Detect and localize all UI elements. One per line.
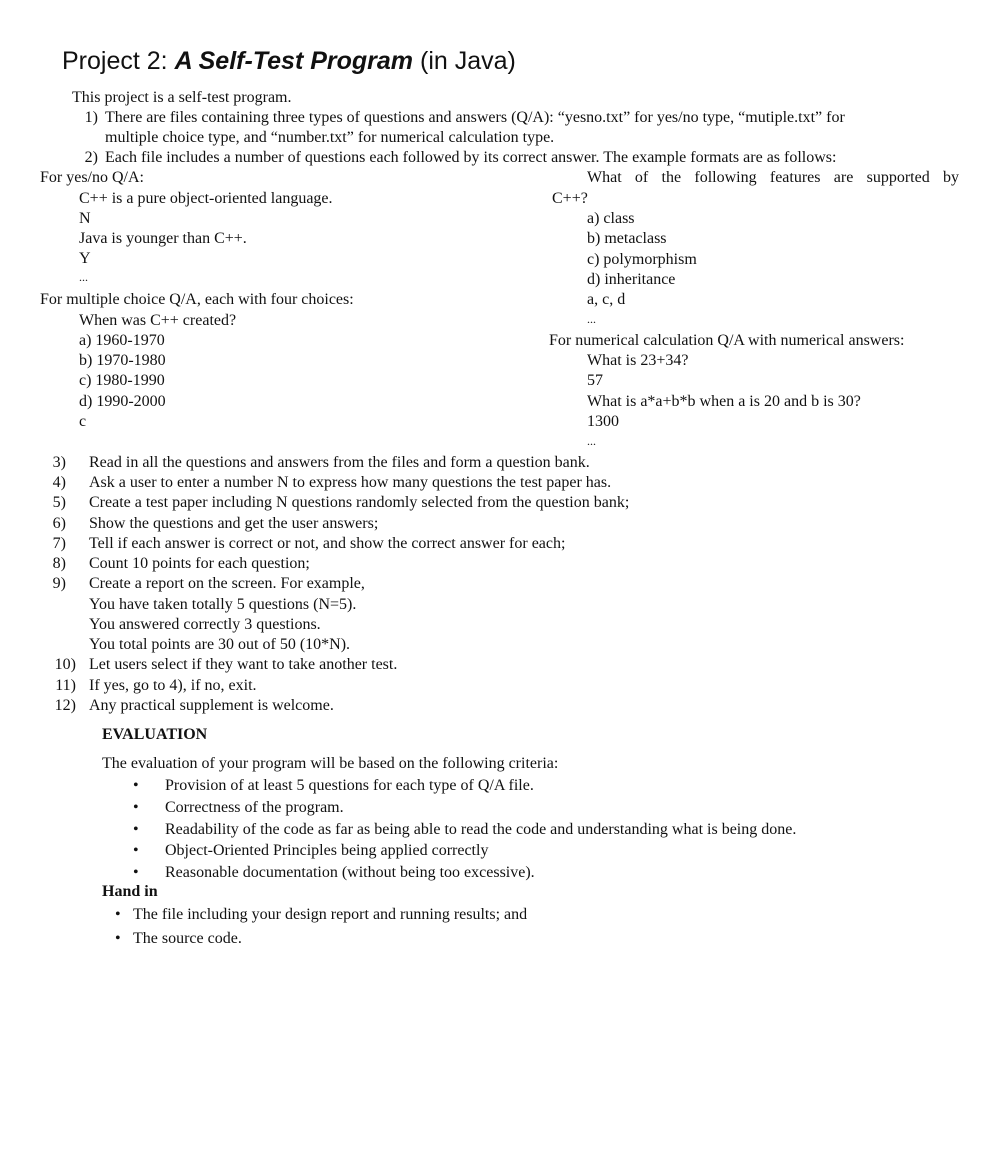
step-number: 10) — [54, 656, 76, 673]
numerical-heading: For numerical calculation Q/A with numerical answers: — [549, 332, 905, 349]
step-text: Create a report on the screen. For example, — [89, 575, 365, 592]
right-option: a) class — [587, 210, 635, 227]
report-line: You have taken totally 5 questions (N=5). — [89, 596, 357, 613]
criteria-item: Correctness of the program. — [165, 799, 344, 816]
page-title — [62, 44, 516, 78]
step-text: Let users select if they want to take another test. — [89, 656, 398, 673]
multiple-line: b) 1970-1980 — [79, 352, 166, 369]
step-number: 9) — [52, 575, 66, 592]
intro-text: This project is a self-test program. — [72, 89, 292, 106]
criteria-item: Provision of at least 5 questions for each type of Q/A file. — [165, 777, 534, 794]
step-number: 12) — [54, 697, 76, 714]
report-line: You answered correctly 3 questions. — [89, 616, 321, 633]
right-question-line2: C++? — [552, 190, 588, 207]
yesno-ellipsis: ... — [79, 270, 88, 284]
yesno-line: C++ is a pure object-oriented language. — [79, 190, 333, 207]
right-question-line1: What of the following features are supported by — [587, 169, 959, 186]
numerical-line: 57 — [587, 372, 603, 389]
numerical-ellipsis: ... — [587, 434, 596, 448]
bullet-icon: • — [115, 930, 121, 947]
multiple-line: When was C++ created? — [79, 312, 237, 329]
item2-text: Each file includes a number of questions each followed by its correct answer. The example formats are as follows: — [105, 149, 837, 166]
multiple-line: a) 1960-1970 — [79, 332, 165, 349]
step-number: 7) — [52, 535, 66, 552]
bullet-icon: • — [133, 777, 139, 794]
bullet-icon: • — [133, 864, 139, 881]
numerical-line: What is a*a+b*b when a is 20 and b is 30? — [587, 393, 861, 410]
yesno-heading: For yes/no Q/A: — [40, 169, 144, 186]
evaluation-heading: EVALUATION — [102, 726, 208, 743]
right-option: c) polymorphism — [587, 251, 697, 268]
step-text: Create a test paper including N questions randomly selected from the question bank; — [89, 494, 630, 511]
step-text: If yes, go to 4), if no, exit. — [89, 677, 257, 694]
item1-line2: multiple choice type, and “number.txt” for numerical calculation type. — [105, 129, 555, 146]
step-number: 5) — [52, 494, 66, 511]
multiple-line: c — [79, 413, 87, 430]
numerical-line: 1300 — [587, 413, 619, 430]
title-prefix: Project 2: — [62, 47, 168, 75]
criteria-item: Reasonable documentation (without being too excessive). — [165, 864, 535, 881]
hand-in-heading: Hand in — [102, 883, 158, 900]
title-suffix: (in Java) — [420, 47, 516, 75]
title-emphasis: A Self-Test Program — [174, 47, 414, 75]
step-number: 11) — [55, 677, 76, 694]
multiple-line: d) 1990-2000 — [79, 393, 166, 410]
step-text: Tell if each answer is correct or not, and show the correct answer for each; — [89, 535, 566, 552]
yesno-line: Java is younger than C++. — [79, 230, 247, 247]
bullet-icon: • — [115, 906, 121, 923]
multiple-heading: For multiple choice Q/A, each with four choices: — [40, 291, 354, 308]
report-line: You total points are 30 out of 50 (10*N). — [89, 636, 351, 653]
step-number: 3) — [52, 454, 66, 471]
item-number: 1) — [84, 109, 98, 126]
bullet-icon: • — [133, 842, 139, 859]
item1-line1: There are files containing three types of questions and answers (Q/A): “yesno.txt” for yes/no type, “mutiple.txt” for — [105, 109, 845, 126]
right-ellipsis: ... — [587, 312, 596, 326]
numerical-line: What is 23+34? — [587, 352, 689, 369]
hand-in-item: The source code. — [133, 930, 242, 947]
multiple-line: c) 1980-1990 — [79, 372, 165, 389]
step-text: Count 10 points for each question; — [89, 555, 310, 572]
right-answer: a, c, d — [587, 291, 626, 308]
yesno-line: Y — [79, 250, 91, 267]
item-number: 2) — [84, 149, 98, 166]
yesno-line: N — [79, 210, 91, 227]
step-number: 4) — [52, 474, 66, 491]
step-number: 6) — [52, 515, 66, 532]
bullet-icon: • — [133, 821, 139, 838]
step-text: Any practical supplement is welcome. — [89, 697, 334, 714]
step-text: Ask a user to enter a number N to express how many questions the test paper has. — [89, 474, 612, 491]
step-text: Show the questions and get the user answers; — [89, 515, 379, 532]
right-option: d) inheritance — [587, 271, 676, 288]
right-option: b) metaclass — [587, 230, 667, 247]
hand-in-item: The file including your design report and running results; and — [133, 906, 528, 923]
step-number: 8) — [52, 555, 66, 572]
criteria-item: Readability of the code as far as being able to read the code and understanding what is being done. — [165, 821, 797, 838]
evaluation-intro: The evaluation of your program will be based on the following criteria: — [102, 755, 559, 772]
criteria-item: Object-Oriented Principles being applied correctly — [165, 842, 489, 859]
bullet-icon: • — [133, 799, 139, 816]
step-text: Read in all the questions and answers from the files and form a question bank. — [89, 454, 590, 471]
